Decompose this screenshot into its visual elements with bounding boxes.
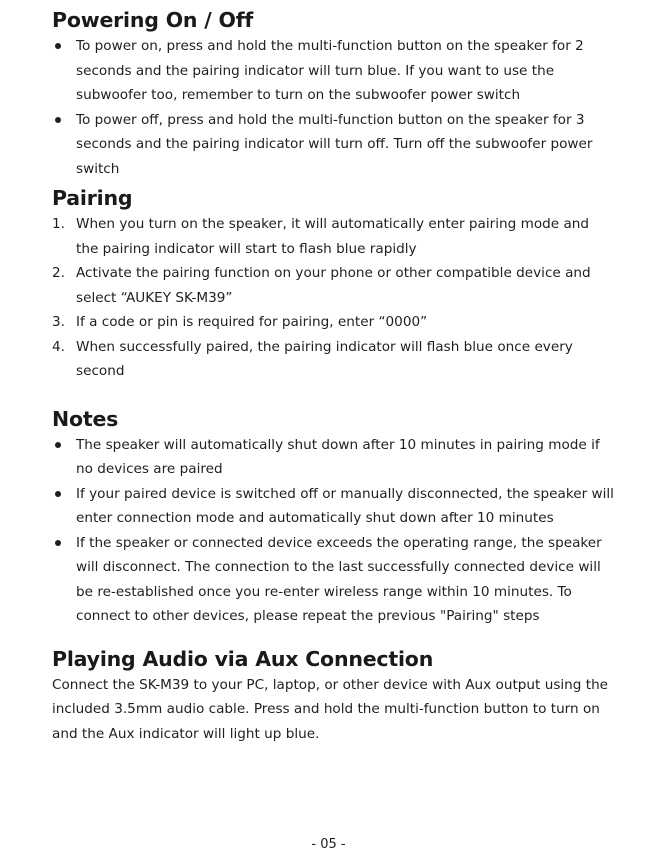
heading-aux-connection: Playing Audio via Aux Connection (52, 646, 434, 671)
list-item (52, 108, 615, 182)
bullet-icon (55, 43, 61, 49)
notes-bullet-text-1: The speaker will automatically shut down after 10 minutes in pairing mode if no devices are paired (76, 436, 600, 477)
power-bullet-text-2: To power off, press and hold the multi-function button on the speaker for 3 seconds and the pairing indicator will turn off. Turn off the subwoofer power switch (76, 111, 593, 177)
step-text-1: When you turn on the speaker, it will automatically enter pairing mode and the pairing indicator will start to flash blue rapidly (76, 216, 590, 257)
heading-powering-on-off: Powering On / Off (52, 8, 254, 32)
notes-bullet-list (52, 433, 615, 629)
heading-notes: Notes (52, 406, 119, 431)
bullet-icon (55, 540, 61, 546)
step-number: 2. (52, 265, 65, 281)
list-item (52, 310, 615, 335)
notes-bullet-text-2: If your paired device is switched off or manually disconnected, the speaker will enter connection mode and automatically shut down after 10 minutes (76, 485, 614, 526)
section-aux-connection (52, 645, 615, 747)
step-text-4: When successfully paired, the pairing indicator will flash blue once every second (76, 338, 573, 379)
section-pairing (52, 184, 615, 384)
step-number: 3. (52, 314, 65, 330)
notes-bullet-text-3: If the speaker or connected device exceeds the operating range, the speaker will disconnect. The connection to the last successfully connected device will be re-established once you re-enter wireless range within 10 minutes. To connect to other devices, please repeat the previous "Pairing" steps (76, 534, 602, 624)
list-item (52, 482, 615, 531)
bullet-icon (55, 442, 61, 448)
bullet-icon (55, 117, 61, 123)
heading-pairing: Pairing (52, 186, 133, 210)
list-item (52, 433, 615, 482)
page-number: - 05 - (311, 837, 346, 852)
list-item (52, 34, 615, 108)
bullet-icon (55, 491, 61, 497)
list-item (52, 261, 615, 310)
power-bullet-list (52, 34, 615, 181)
list-item (52, 212, 615, 261)
step-number: 1. (52, 216, 65, 232)
list-item (52, 531, 615, 629)
step-text-2: Activate the pairing function on your phone or other compatible device and select “AUKEY SK-M39” (76, 265, 591, 306)
power-bullet-text-1: To power on, press and hold the multi-function button on the speaker for 2 seconds and the pairing indicator will turn blue. If you want to use the subwoofer too, remember to turn on the subwoofer power switch (76, 38, 584, 103)
section-powering-on-off (52, 6, 615, 181)
pairing-step-list (52, 212, 615, 384)
step-text-3: If a code or pin is required for pairing, enter “0000” (76, 314, 428, 330)
section-notes (52, 405, 615, 629)
step-number: 4. (52, 338, 65, 355)
aux-paragraph: Connect the SK-M39 to your PC, laptop, or other device with Aux output using the included 3.5mm audio cable. Press and hold the multi-function button to turn on and the Aux indicator will light up blue. (52, 676, 609, 742)
list-item (52, 335, 615, 384)
